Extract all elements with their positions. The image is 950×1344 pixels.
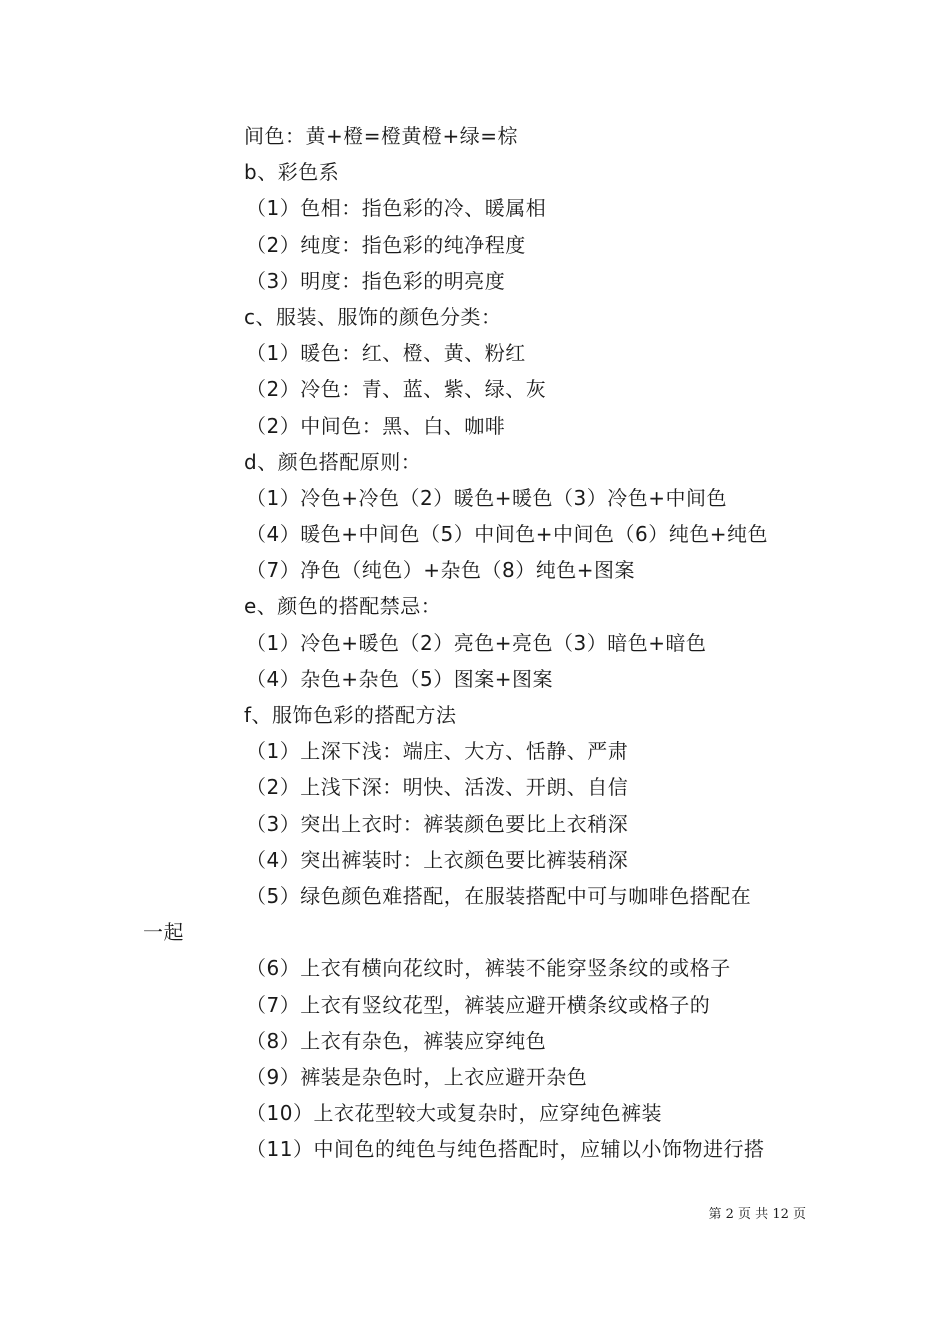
text-line: （2）上浅下深：明快、活泼、开朗、自信 (246, 775, 629, 800)
section-heading-b: b、彩色系 (244, 160, 340, 185)
page-number-footer: 第 2 页 共 12 页 (708, 1207, 806, 1222)
section-heading-e: e、颜色的搭配禁忌： (244, 594, 442, 619)
text-line: （11）中间色的纯色与纯色搭配时，应辅以小饰物进行搭 (246, 1137, 765, 1162)
text-line: （1）暖色：红、橙、黄、粉红 (246, 341, 526, 366)
text-line: （2）纯度：指色彩的纯净程度 (246, 232, 526, 257)
text-line: （1）冷色+冷色（2）暖色+暖色（3）冷色+中间色 (246, 485, 727, 510)
text-line: （9）裤装是杂色时，上衣应避开杂色 (246, 1064, 588, 1089)
text-line: （4）暖色+中间色（5）中间色+中间色（6）纯色+纯色 (246, 522, 768, 547)
body-text (0, 118, 950, 1167)
text-line-continuation: 一起 (143, 920, 184, 945)
text-line: （2）中间色：黑、白、咖啡 (246, 413, 506, 438)
section-heading-c: c、服装、服饰的颜色分类： (244, 304, 502, 329)
text-line: （6）上衣有横向花纹时，裤装不能穿竖条纹的或格子 (246, 956, 731, 981)
text-line: （4）突出裤装时：上衣颜色要比裤装稍深 (246, 847, 629, 872)
text-line: （3）突出上衣时：裤装颜色要比上衣稍深 (246, 811, 629, 836)
text-line: （4）杂色+杂色（5）图案+图案 (246, 666, 553, 691)
text-line: （7）净色（纯色）+杂色（8）纯色+图案 (246, 558, 635, 583)
text-line: （1）冷色+暖色（2）亮色+亮色（3）暗色+暗色 (246, 630, 707, 655)
text-line: （1）色相：指色彩的冷、暖属相 (246, 196, 547, 221)
text-line: （7）上衣有竖纹花型，裤装应避开横条纹或格子的 (246, 992, 711, 1017)
text-line: （3）明度：指色彩的明亮度 (246, 268, 506, 293)
text-line: （2）冷色：青、蓝、紫、绿、灰 (246, 377, 547, 402)
text-line: （5）绿色颜色难搭配，在服装搭配中可与咖啡色搭配在 (246, 883, 752, 908)
text-line: （10）上衣花型较大或复杂时，应穿纯色裤装 (246, 1101, 662, 1126)
text-line: （1）上深下浅：端庄、大方、恬静、严肃 (246, 739, 629, 764)
text-line-mixed-colors: 间色：黄+橙=橙黄橙+绿=棕 (244, 124, 519, 148)
section-heading-f: f、服饰色彩的搭配方法 (244, 703, 457, 727)
text-line: （8）上衣有杂色，裤装应穿纯色 (246, 1028, 547, 1053)
section-heading-d: d、颜色搭配原则： (244, 449, 422, 474)
